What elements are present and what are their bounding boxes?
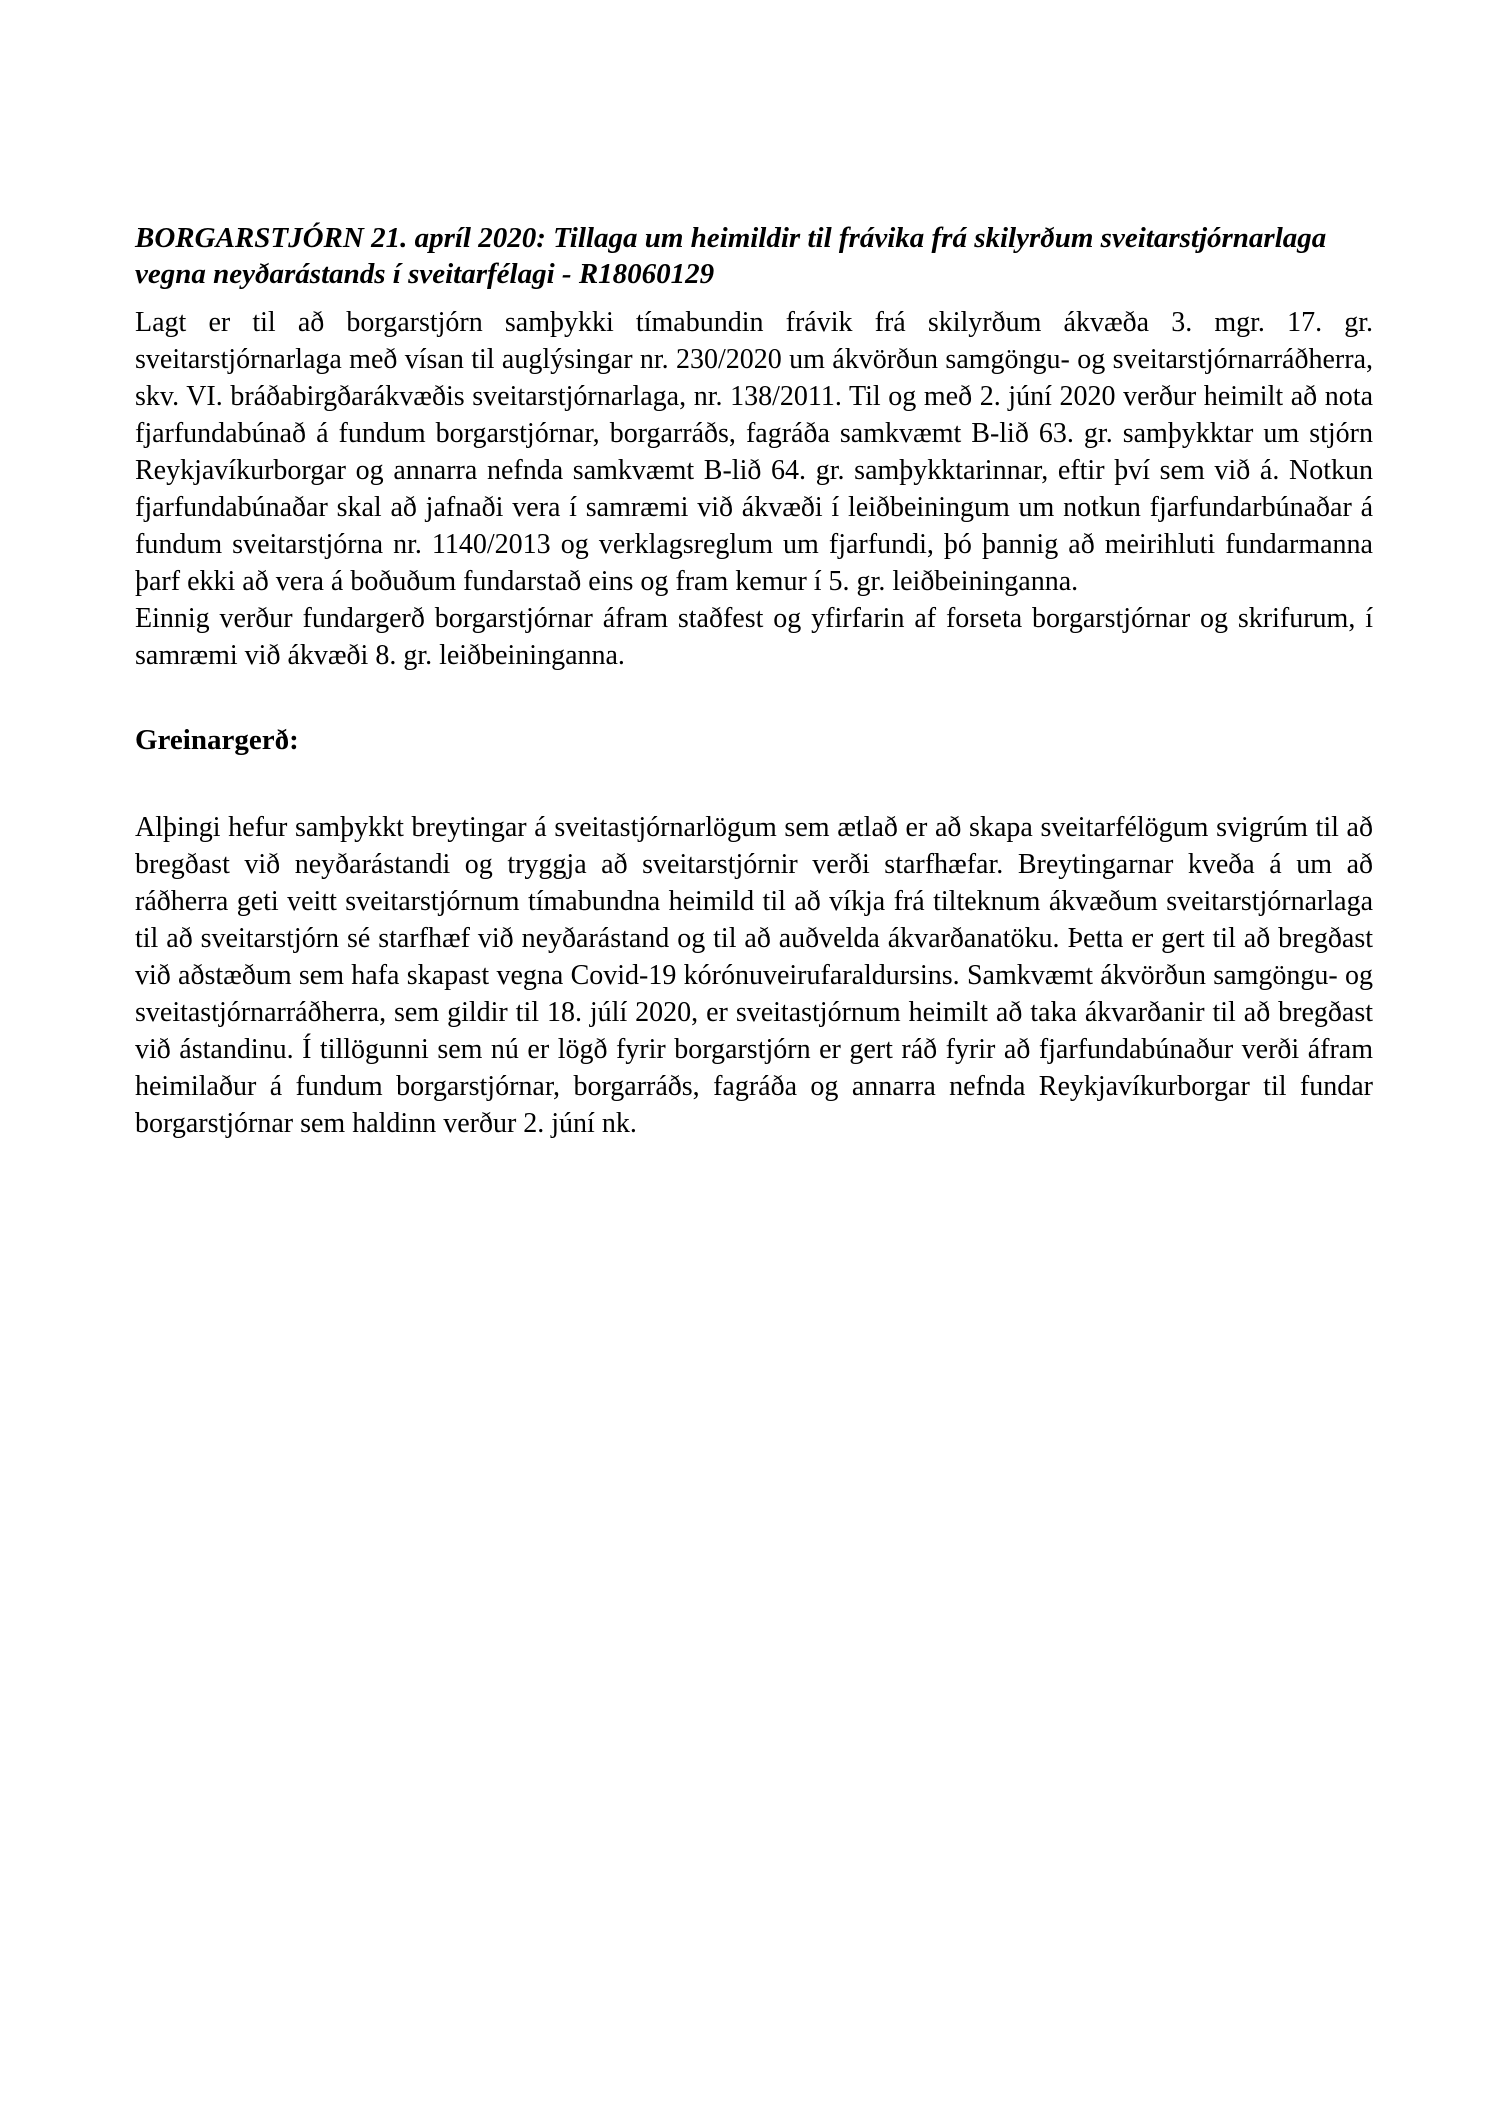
document-title: BORGARSTJÓRN 21. apríl 2020: Tillaga um heimildir til frávika frá skilyrðum sveitarstjórnarlaga vegna neyðarástands í sveitarfélagi - R18060129 xyxy=(135,222,1327,290)
minutes-paragraph: Einnig verður fundargerð borgarstjórnar áfram staðfest og yfirfarin af forseta borgarstjórnar og skrifurum, í samræmi við ákvæði 8. gr. leiðbeininganna. xyxy=(135,603,1373,671)
explanatory-paragraph: Alþingi hefur samþykkt breytingar á sveitastjórnarlögum sem ætlað er að skapa sveitarfélögum svigrúm til að bregðast við neyðarástandi og tryggja að sveitarstjórnir verði starfhæfar. Breytingarnar kveða á um að ráðherra geti veitt sveitarstjórnum tímabundna heimild til að víkja frá tilteknum ákvæðum sveitarstjórnarlaga til að sveitarstjórn sé starfhæf við neyðarástand og til að auðvelda ákvarðanatöku. Þetta er gert til að bregðast við aðstæðum sem hafa skapast vegna Covid-19 kórónuveirufaraldursins. Samkvæmt ákvörðun samgöngu- og sveitastjórnarráðherra, sem gildir til 18. júlí 2020, er sveitastjórnum heimilt að taka ákvarðanir til að bregðast við ástandinu. Í tillögunni sem nú er lögð fyrir borgarstjórn er gert ráð fyrir að fjarfundabúnaður verði áfram heimilaður á fundum borgarstjórnar, borgarráðs, fagráða og annarra nefnda Reykjavíkurborgar til fundar borgarstjórnar sem haldinn verður 2. júní nk. xyxy=(135,812,1373,1139)
document-content xyxy=(135,220,1373,1142)
section-heading: Greinargerð: xyxy=(135,724,299,756)
proposal-paragraph: Lagt er til að borgarstjórn samþykki tímabundin frávik frá skilyrðum ákvæða 3. mgr. 17. gr. sveitarstjórnarlaga með vísan til auglýsingar nr. 230/2020 um ákvörðun samgöngu- og sveitarstjórnarráðherra, skv. VI. bráðabirgðarákvæðis sveitarstjórnarlaga, nr. 138/2011. Til og með 2. júní 2020 verður heimilt að nota fjarfundabúnað á fundum borgarstjórnar, borgarráðs, fagráða samkvæmt B-lið 63. gr. samþykktar um stjórn Reykjavíkurborgar og annarra nefnda samkvæmt B-lið 64. gr. samþykktarinnar, eftir því sem við á. Notkun fjarfundabúnaðar skal að jafnaði vera í samræmi við ákvæði í leiðbeiningum um notkun fjarfundarbúnaðar á fundum sveitarstjórna nr. 1140/2013 og verklagsreglum um fjarfundi, þó þannig að meirihluti fundarmanna þarf ekki að vera á boðuðum fundarstað eins og fram kemur í 5. gr. leiðbeininganna. xyxy=(135,307,1373,597)
